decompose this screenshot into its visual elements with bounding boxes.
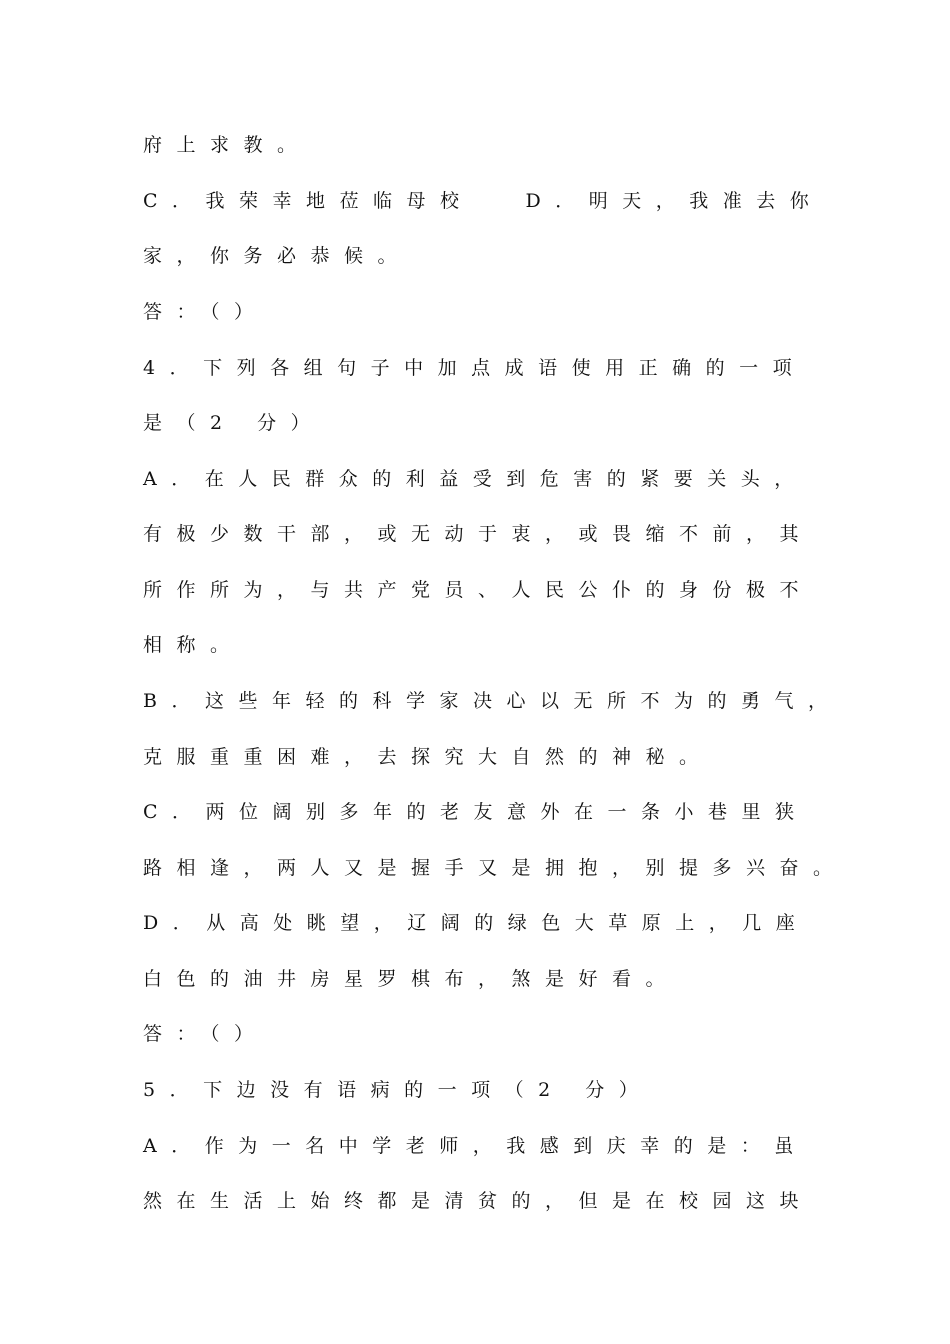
text-line: 有极少数干部，或无动于衷，或畏缩不前，其 [143, 523, 814, 545]
answer-line: 答：（） [143, 301, 268, 323]
option-b-line: B．这些年轻的科学家决心以无所不为的勇气， [143, 690, 842, 712]
answer-line: 答：（） [143, 1023, 268, 1045]
text-line: 府上求教。 [143, 134, 311, 156]
option-d-text: D．明天，我准去你 [525, 190, 824, 212]
options-c-d-line [143, 181, 843, 221]
text-line: 克服重重困难，去探究大自然的神秘。 [143, 746, 713, 768]
option-c-text: C．我荣幸地莅临母校 [143, 190, 474, 212]
question-5: 5．下边没有语病的一项（2 分） [143, 1079, 653, 1101]
question-4-score: 是（2 分） [143, 412, 325, 434]
text-line: 所作所为，与共产党员、人民公仆的身份极不 [143, 579, 814, 601]
text-line: 相称。 [143, 634, 244, 656]
text-line: 路相逢，两人又是握手又是拥抱，别提多兴奋。 [143, 857, 847, 879]
text-line: 然在生活上始终都是清贫的，但是在校园这块 [143, 1190, 814, 1212]
option-a-line: A．在人民群众的利益受到危害的紧要关头， [143, 468, 808, 490]
text-line: 白色的油井房星罗棋布，煞是好看。 [143, 968, 680, 990]
option-a-line: A．作为一名中学老师，我感到庆幸的是：虽 [143, 1135, 808, 1157]
option-d-line: D．从高处眺望，辽阔的绿色大草原上，几座 [143, 912, 810, 934]
question-4: 4．下列各组句子中加点成语使用正确的一项 [143, 357, 807, 379]
option-c-line: C．两位阔别多年的老友意外在一条小巷里狭 [143, 801, 809, 823]
text-line: 家，你务必恭候。 [143, 245, 412, 267]
